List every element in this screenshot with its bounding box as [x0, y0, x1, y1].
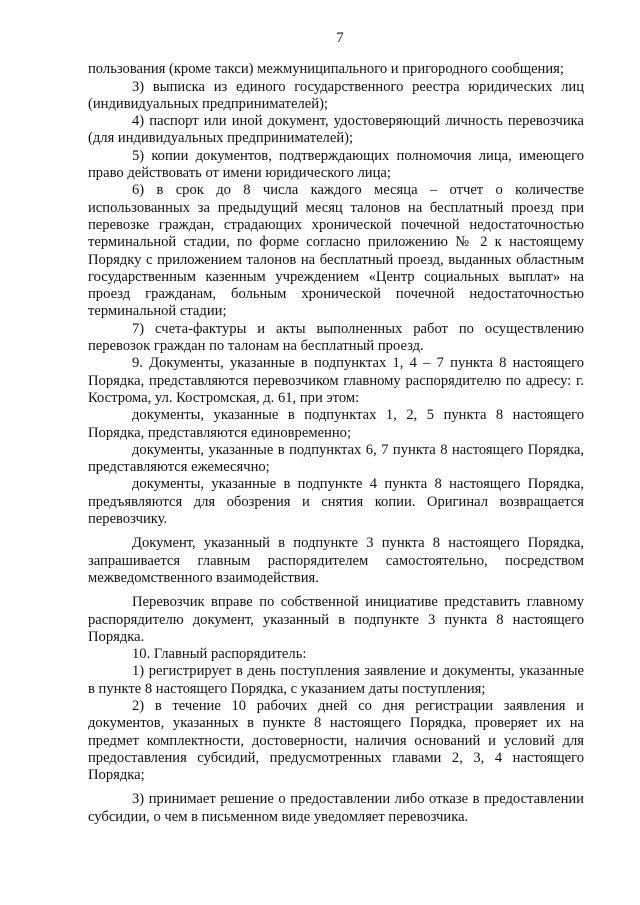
paragraph: 3) выписка из единого государственного реестра юридических лиц (индивидуальных предпринимателей);	[88, 78, 584, 112]
paragraph: Документ, указанный в подпункте 3 пункта 8 настоящего Порядка, запрашивается главным распорядителем самостоятельно, посредством межведомственного взаимодействия.	[88, 535, 584, 586]
paragraph: 4) паспорт или иной документ, удостоверяющий личность перевозчика (для индивидуальных предпринимателей);	[88, 113, 584, 147]
paragraph: 3) принимает решение о предоставлении либо отказе в предоставлении субсидии, о чем в письменном виде уведомляет перевозчика.	[88, 791, 584, 825]
page-number: 7	[336, 30, 344, 46]
paragraph: 7) счета-фактуры и акты выполненных работ по осуществлению перевозок граждан по талонам на бесплатный проезд.	[88, 320, 584, 355]
paragraph: 9. Документы, указанные в подпунктах 1, 4 – 7 пункта 8 настоящего Порядка, представляются перевозчиком главному распорядителю по адресу: г. Кострома, ул. Костромская, д. 61, при этом:	[88, 355, 584, 406]
paragraph: 2) в течение 10 рабочих дней со дня регистрации заявления и документов, указанных в пункте 8 настоящего Порядка, проверяет их на предмет комплектности, достоверности, наличия оснований и условий для предоставления субсидий, предусмотренных главами 2, 3, 4 настоящего Порядка;	[88, 697, 584, 784]
paragraph: 1) регистрирует в день поступления заявление и документы, указанные в пункте 8 настоящего Порядка, с указанием даты поступления;	[88, 663, 584, 697]
paragraph: Перевозчик вправе по собственной инициативе представить главному распорядителю документ, указанный в подпункте 3 пункта 8 настоящего Порядка.	[88, 594, 584, 645]
paragraph: документы, указанные в подпунктах 6, 7 пункта 8 настоящего Порядка, представляются ежемесячно;	[88, 441, 584, 476]
paragraph: документы, указанные в подпункте 4 пункта 8 настоящего Порядка, предъявляются для обозрения и снятия копии. Оригинал возвращается перевозчику.	[88, 476, 584, 528]
document-body	[88, 61, 584, 826]
paragraph: 6) в срок до 8 числа каждого месяца – отчет о количестве использованных за предыдущий месяц талонов на бесплатный проезд при перевозке граждан, страдающих хронической почечной недостаточностью терминальной стадии, по форме согласно приложению № 2 к настоящему Порядку с приложением талонов на бесплатный проезд, выданных областным государственным казенным учреждением «Центр социальных выплат» на проезд гражданам, больным хронической почечной недостаточностью терминальной стадии;	[88, 182, 584, 320]
paragraph: 10. Главный распорядитель:	[132, 646, 307, 663]
paragraph: документы, указанные в подпунктах 1, 2, 5 пункта 8 настоящего Порядка, представляются единовременно;	[88, 407, 584, 441]
paragraph: 5) копии документов, подтверждающих полномочия лица, имеющего право действовать от имени юридического лица;	[88, 147, 584, 182]
paragraph: пользования (кроме такси) межмуниципального и пригородного сообщения;	[88, 61, 564, 78]
